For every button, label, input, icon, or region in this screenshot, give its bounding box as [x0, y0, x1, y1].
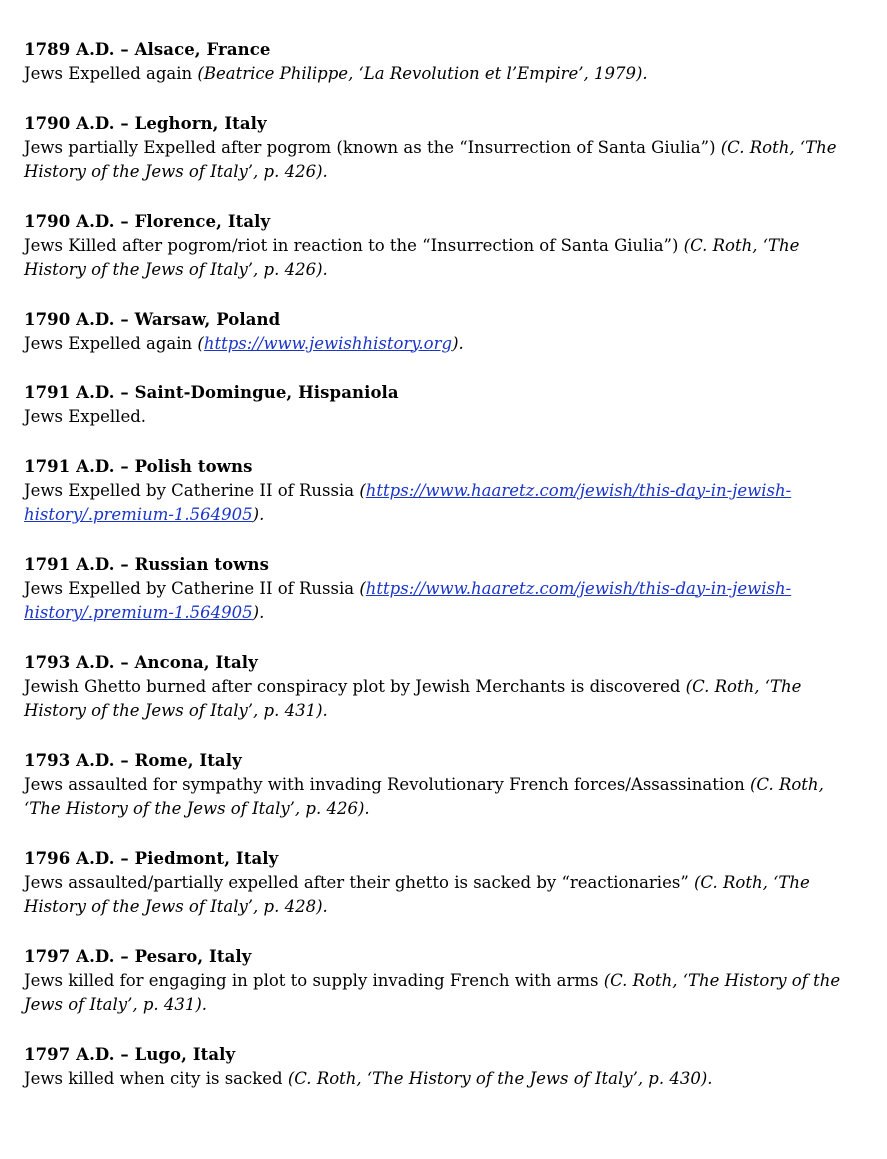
entry-source: (C. Roth, ‘The History of the Jews of Italy’, p. 428). [24, 872, 810, 916]
entry-source-close: ). [252, 603, 265, 622]
entry-body [24, 969, 854, 1018]
entry-heading: 1789 A.D. – Alsace, France [24, 40, 271, 59]
entry-1791-polish-towns [24, 455, 854, 528]
entry-1793-rome [24, 749, 854, 822]
entry-body [24, 577, 854, 626]
entry-text: Jews Expelled by Catherine II of Russia [24, 578, 360, 598]
entry-text: Jews Expelled. [24, 407, 147, 426]
entry-heading: 1796 A.D. – Piedmont, Italy [24, 848, 279, 868]
entry-1793-ancona [24, 651, 854, 724]
entry-text: Jews assaulted/partially expelled after their ghetto is sacked by “reactionaries” [24, 872, 694, 892]
entry-body [24, 773, 854, 822]
entry-body [24, 405, 854, 430]
entry-source: (Beatrice Philippe, ‘La Revolution et l’Empire’, 1979). [197, 64, 648, 83]
entry-text: Jewish Ghetto burned after conspiracy plot by Jewish Merchants is discovered [24, 676, 686, 696]
entry-body [24, 479, 854, 528]
entry-1791-saint-domingue [24, 381, 854, 430]
entry-heading: 1797 A.D. – Pesaro, Italy [24, 946, 252, 966]
entry-source-open: ( [359, 578, 366, 598]
entry-text: Jews partially Expelled after pogrom (known as the “Insurrection of Santa Giulia”) [24, 137, 721, 157]
entry-1790-warsaw [24, 308, 854, 357]
entry-body [24, 136, 854, 185]
entry-text: Jews killed for engaging in plot to supply invading French with arms [24, 970, 604, 990]
source-link[interactable]: https://www.jewishhistory.org [203, 333, 453, 353]
entry-body [24, 62, 854, 87]
entry-source: (C. Roth, ‘The History of the Jews of Italy’, p. 431). [24, 970, 841, 1014]
entry-heading: 1790 A.D. – Warsaw, Poland [24, 309, 281, 329]
entry-1796-piedmont [24, 847, 854, 920]
entry-source: (C. Roth, ‘The History of the Jews of Italy’, p. 430). [287, 1068, 713, 1088]
source-link[interactable]: https://www.haaretz.com/jewish/this-day-in-jewish-history/.premium-1.564905 [24, 480, 792, 524]
document-page [24, 38, 854, 1116]
entry-source-close: ). [452, 333, 464, 353]
entry-heading: 1790 A.D. – Leghorn, Italy [24, 113, 267, 133]
entry-text: Jews Expelled by Catherine II of Russia [24, 480, 360, 500]
entry-body [24, 234, 854, 283]
entry-text: Jews Expelled again [24, 64, 198, 83]
entry-heading: 1791 A.D. – Polish towns [24, 456, 253, 476]
entry-text: Jews killed when city is sacked [24, 1068, 288, 1088]
entry-body [24, 1067, 854, 1092]
entry-text: Jews Expelled again [24, 333, 198, 353]
entry-heading: 1791 A.D. – Saint-Domingue, Hispaniola [24, 383, 399, 402]
entry-1789-alsace [24, 38, 854, 87]
entry-body [24, 871, 854, 920]
entry-heading: 1793 A.D. – Ancona, Italy [24, 652, 258, 672]
entry-source: (C. Roth, ‘The History of the Jews of Italy’, p. 431). [24, 676, 802, 720]
entry-body [24, 675, 854, 724]
entry-source-close: ). [252, 505, 265, 524]
entry-source-open: ( [197, 333, 204, 353]
entry-source-open: ( [359, 480, 366, 500]
entry-1790-florence [24, 210, 854, 283]
entry-heading: 1791 A.D. – Russian towns [24, 554, 270, 574]
entry-heading: 1797 A.D. – Lugo, Italy [24, 1044, 236, 1064]
entry-text: Jews Killed after pogrom/riot in reaction to the “Insurrection of Santa Giulia”) [24, 235, 684, 255]
entry-source: (C. Roth, ‘The History of the Jews of Italy’, p. 426). [24, 235, 800, 279]
entry-1797-lugo [24, 1043, 854, 1092]
entry-heading: 1793 A.D. – Rome, Italy [24, 750, 242, 770]
entry-1790-leghorn [24, 112, 854, 185]
entry-source: (C. Roth, ‘The History of the Jews of Italy’, p. 426). [24, 774, 824, 818]
entry-1797-pesaro [24, 945, 854, 1018]
source-link[interactable]: https://www.haaretz.com/jewish/this-day-in-jewish-history/.premium-1.564905 [24, 578, 792, 622]
entry-text: Jews assaulted for sympathy with invading Revolutionary French forces/Assassination [24, 774, 750, 794]
entry-heading: 1790 A.D. – Florence, Italy [24, 211, 271, 231]
entry-source: (C. Roth, ‘The History of the Jews of Italy’, p. 426). [24, 137, 837, 181]
entry-body [24, 332, 854, 357]
entry-1791-russian-towns [24, 553, 854, 626]
